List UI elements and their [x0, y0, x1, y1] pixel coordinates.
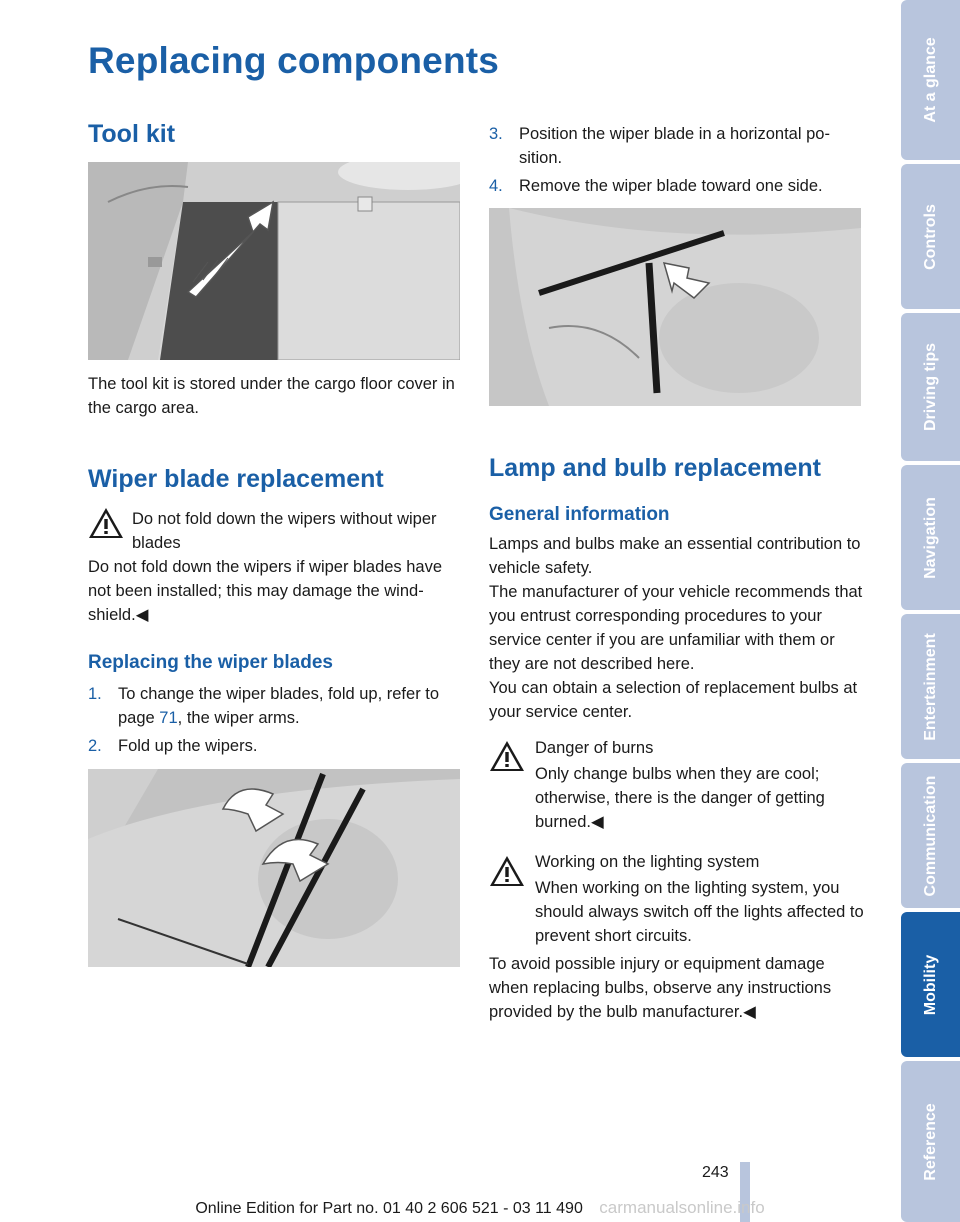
step-text: Position the wiper blade in a horizontal po‐sition.: [519, 125, 830, 167]
tool-kit-heading: Tool kit: [88, 120, 176, 148]
step-text: Fold up the wipers.: [118, 737, 258, 755]
lamp-heading: Lamp and bulb replacement: [489, 454, 822, 482]
step-number: 1.: [88, 685, 102, 703]
page-number: 243: [702, 1164, 729, 1181]
step-text: To change the wiper blades, fold up, refer to page 71, the wiper arms.: [118, 685, 440, 727]
step-2: [88, 734, 463, 758]
lamp-para-1: Lamps and bulbs make an essential contribution to vehicle safety.: [489, 535, 861, 577]
tab-reference[interactable]: Reference: [901, 1061, 960, 1222]
burns-warning-body-1: Only change bulbs when they are cool; otherwise, there is the danger of getting burned.◀: [535, 765, 825, 831]
wiper-warning-body: Do not fold down the wipers if wiper blades have not been installed; this may damage the wind‐shield.◀: [88, 558, 443, 624]
tab-entertainment[interactable]: Entertainment: [901, 614, 960, 759]
lamp-para-3: You can obtain a selection of replacement bulbs at your service center.: [489, 679, 858, 721]
page-title: Replacing components: [88, 40, 500, 81]
wiper-warning-title: Do not fold down the wipers without wiper blades: [132, 510, 437, 552]
wiper-heading: Wiper blade replacement: [88, 465, 384, 493]
lamp-para-2: The manufacturer of your vehicle recommends that you entrust corresponding procedures to your service center if you are unfamiliar with them or they are not described here.: [489, 583, 863, 673]
warning-icon: [489, 855, 525, 887]
page-link[interactable]: 71: [159, 709, 178, 727]
warning-icon: [489, 740, 525, 772]
lamp-para-4: To avoid possible injury or equipment damage when replacing bulbs, observe any instructions provided by the bulb manufacturer.◀: [489, 955, 832, 1021]
lighting-warning-title: Working on the lighting system: [535, 853, 760, 871]
tab-controls[interactable]: Controls: [901, 164, 960, 309]
tab-mobility[interactable]: Mobility: [901, 912, 960, 1057]
step-3: [489, 122, 864, 170]
watermark: carmanualsonline.info: [599, 1198, 765, 1217]
step-number: 3.: [489, 125, 503, 143]
step-text: Remove the wiper blade toward one side.: [519, 177, 823, 195]
general-info-heading: General information: [489, 504, 670, 525]
step-1: [88, 682, 463, 730]
chapter-sidebar: [901, 0, 960, 1222]
burns-warning-title: Danger of burns: [535, 739, 654, 757]
warning-icon: [88, 507, 124, 539]
tab-navigation[interactable]: Navigation: [901, 465, 960, 610]
step-4: [489, 174, 864, 198]
tab-at-a-glance[interactable]: At a glance: [901, 0, 960, 160]
wiper-blade-removal-illustration: [489, 208, 861, 406]
footer-edition: [0, 1198, 960, 1218]
lighting-warning-body: When working on the lighting system, you should always switch off the lights affected to prevent short circuits.: [535, 879, 864, 945]
step-number: 4.: [489, 177, 503, 195]
replacing-blades-heading: Replacing the wiper blades: [88, 652, 333, 673]
tab-communication[interactable]: Communication: [901, 763, 960, 908]
wipers-folded-illustration: [88, 769, 460, 967]
tool-kit-caption: The tool kit is stored under the cargo floor cover in the cargo area.: [88, 375, 455, 417]
tab-driving-tips[interactable]: Driving tips: [901, 313, 960, 461]
footer-text: Online Edition for Part no. 01 40 2 606 521 - 03 11 490: [195, 1200, 583, 1217]
step-number: 2.: [88, 737, 102, 755]
tool-kit-illustration: [88, 162, 460, 360]
